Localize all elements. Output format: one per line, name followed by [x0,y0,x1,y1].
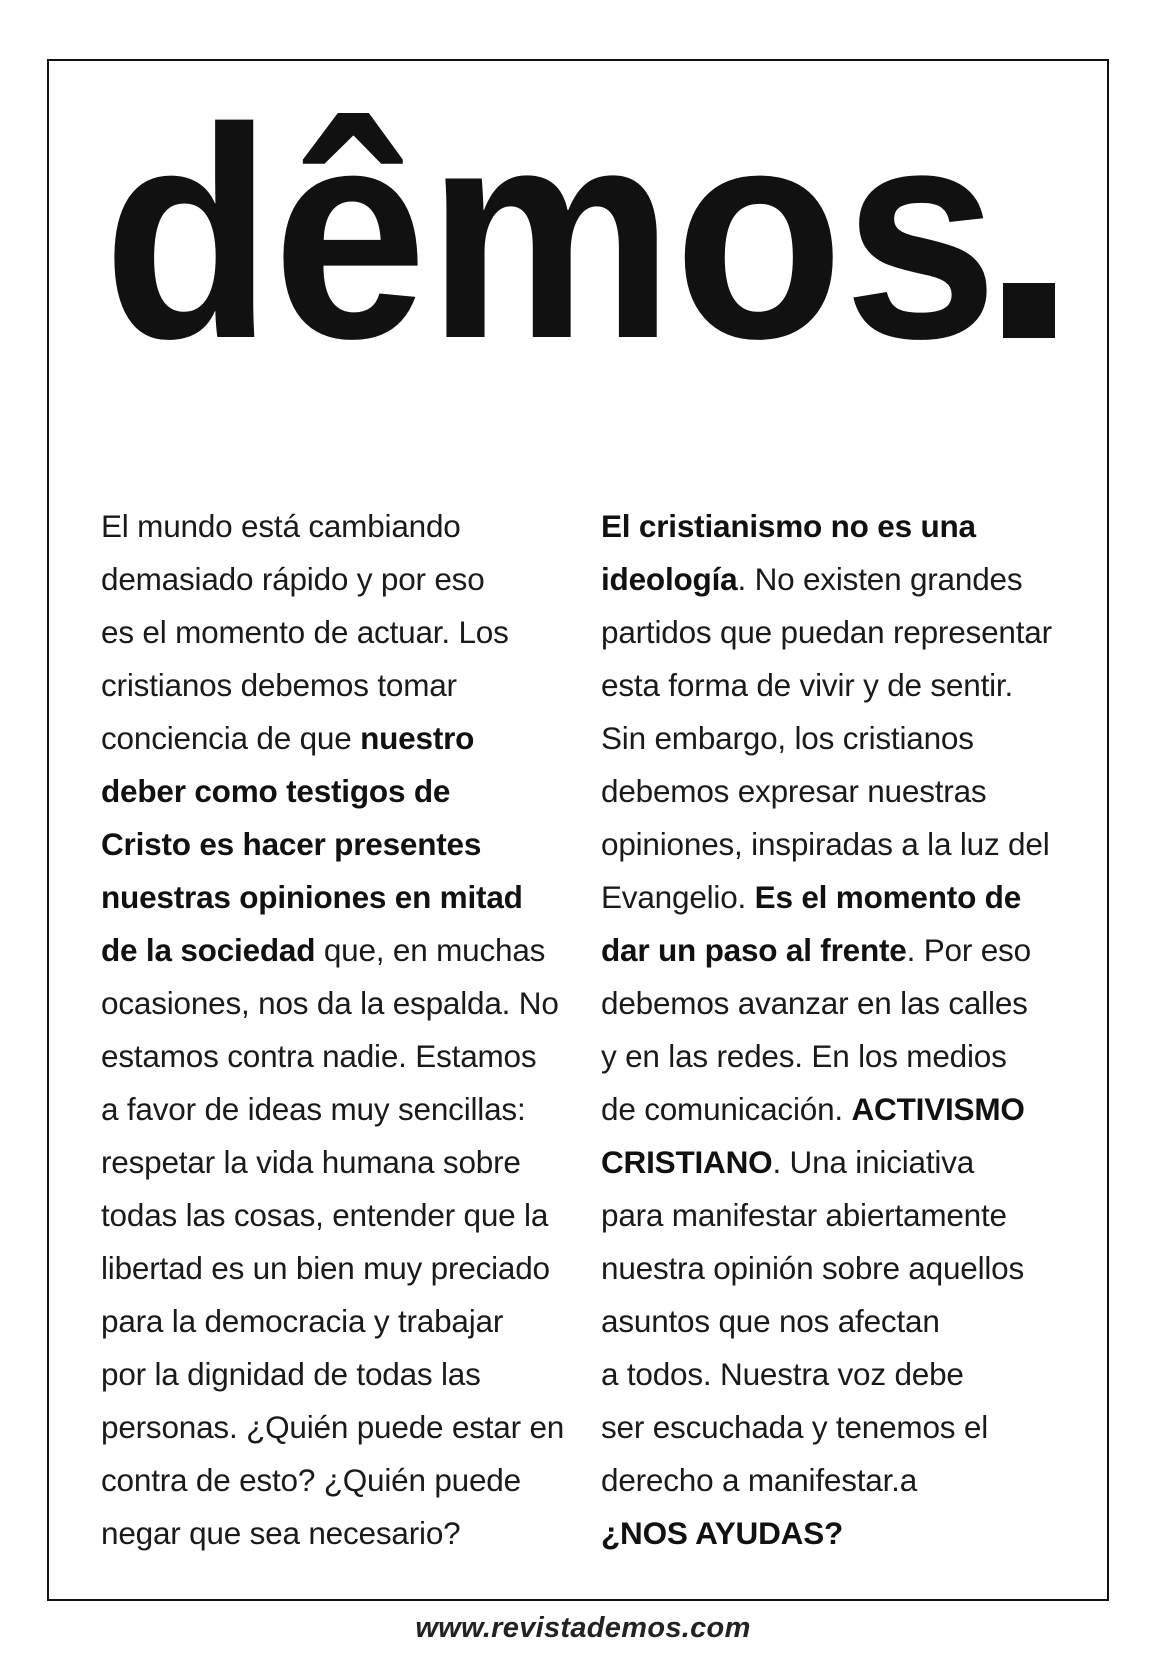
call-to-action: ¿NOS AYUDAS? [601,1515,844,1551]
text-line [601,1136,1081,1189]
emphasis-run: ACTIVISMO [851,1091,1025,1127]
text-line: debemos avanzar en las calles [601,985,1028,1021]
right-column [601,500,1081,1560]
logo-wordmark [103,105,1063,405]
emphasis-run: ideología [601,561,738,597]
text-line [101,818,581,871]
text-line: Sin embargo, los cristianos [601,720,974,756]
website-url: www.revistademos.com [415,1612,751,1644]
emphasis-run: dar un paso al frente [601,932,907,968]
emphasis-run: El cristianismo no es una [601,508,976,544]
text-line [101,924,581,977]
text-line: debemos expresar nuestras [601,773,987,809]
text-line: negar que sea necesario? [101,1515,461,1551]
text-line: para manifestar abiertamente [601,1197,1007,1233]
text-line: personas. ¿Quién puede estar en [101,1409,565,1445]
text-line: demasiado rápido y por eso [101,561,485,597]
text-run: que, en muchas [315,932,546,968]
text-line: contra de esto? ¿Quién puede [101,1462,521,1498]
emphasis-run: Cristo es hacer presentes [101,826,482,862]
text-line [101,712,581,765]
text-line: a favor de ideas muy sencillas: [101,1091,526,1127]
text-line: libertad es un bien muy preciado [101,1250,550,1286]
emphasis-run: nuestras opiniones en mitad [101,879,523,915]
text-line: ocasiones, nos da la espalda. No [101,985,559,1021]
text-run: de comunicación. [601,1091,852,1127]
text-line: partidos que puedan representar [601,614,1052,650]
emphasis-run: CRISTIANO [601,1144,773,1180]
text-run: Evangelio. [601,879,755,915]
text-line: es el momento de actuar. Los [101,614,509,650]
text-line: ser escuchada y tenemos el [601,1409,989,1445]
text-line: por la dignidad de todas las [101,1356,481,1392]
text-line [101,765,581,818]
emphasis-run: deber como testigos de [101,773,451,809]
text-line: estamos contra nadie. Estamos [101,1038,537,1074]
text-run: . No existen grandes [737,561,1023,597]
text-line: nuestra opinión sobre aquellos [601,1250,1025,1286]
text-line [601,500,1081,553]
text-line: todas las cosas, entender que la [101,1197,549,1233]
text-line [601,1083,1081,1136]
text-line: opiniones, inspiradas a la luz del [601,826,1050,862]
text-line [601,1507,1081,1560]
text-line: cristianos debemos tomar [101,667,457,703]
left-column [101,500,581,1560]
magazine-logo [103,105,1063,405]
text-line: respetar la vida humana sobre [101,1144,521,1180]
emphasis-run: Es el momento de [754,879,1022,915]
text-line: El mundo está cambiando [101,508,461,544]
text-line: para la democracia y trabajar [101,1303,504,1339]
text-run: . Por eso [906,932,1031,968]
text-line: a todos. Nuestra voz debe [601,1356,964,1392]
text-line [101,871,581,924]
text-line [601,871,1081,924]
logo-period [1003,283,1055,338]
text-run: . Una iniciativa [772,1144,975,1180]
text-line: asuntos que nos afectan [601,1303,940,1339]
emphasis-run: de la sociedad [101,932,316,968]
text-run: conciencia de que [101,720,361,756]
text-line: esta forma de vivir y de sentir. [601,667,1014,703]
text-line: y en las redes. En los medios [601,1038,1007,1074]
text-line [601,924,1081,977]
logo-text: dêmos [103,105,998,401]
text-line [601,553,1081,606]
text-line: derecho a manifestar.a [601,1462,918,1498]
emphasis-run: nuestro [360,720,475,756]
